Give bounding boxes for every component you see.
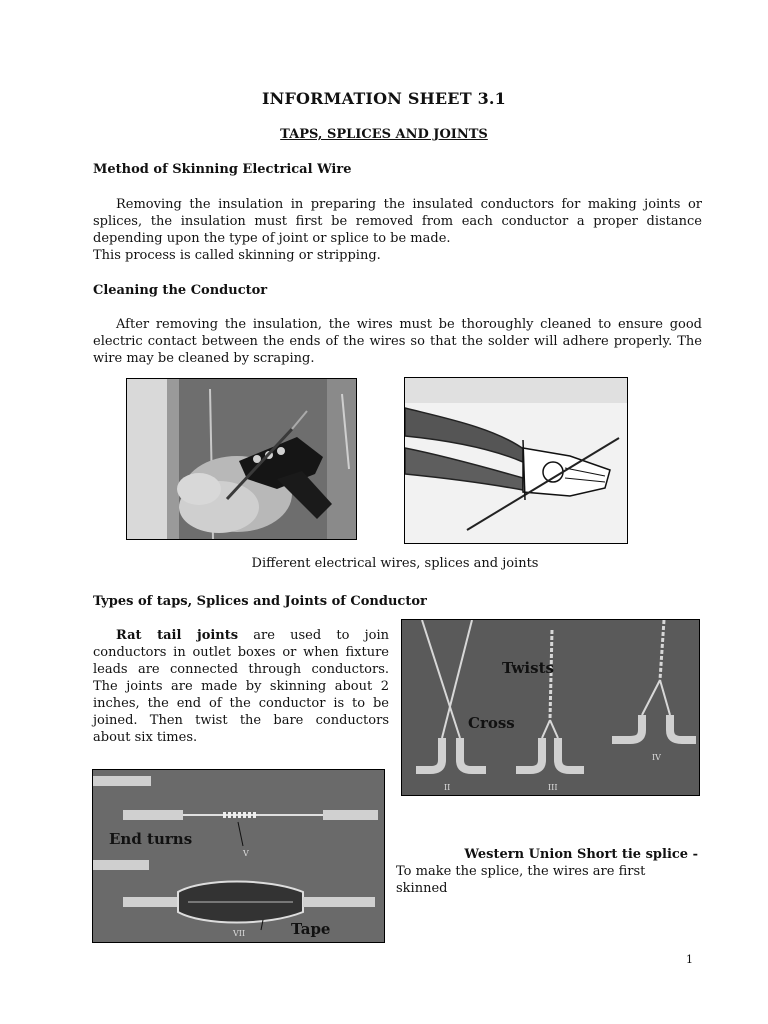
section-heading-types: Types of taps, Splices and Joints of Conductor xyxy=(93,594,427,609)
label-tape: Tape xyxy=(291,920,331,938)
page-title: INFORMATION SHEET 3.1 xyxy=(261,89,507,108)
skinning-body-text: Removing the insulation in preparing the insulated conductors for making joints or splices, the insulation must first be removed from each conductor a proper distance depending upon the type of joint or splice to be made. xyxy=(93,197,702,246)
page-subtitle: TAPS, SPLICES AND JOINTS xyxy=(280,127,488,142)
western-union-description: To make the splice, the wires are first skinned xyxy=(396,864,646,896)
western-union-splice-figure xyxy=(92,769,385,943)
label-cross: Cross xyxy=(468,714,515,732)
label-twists: Twists xyxy=(502,659,554,677)
figures-caption: Different electrical wires, splices and joints xyxy=(251,556,539,571)
page-number: 1 xyxy=(686,953,693,966)
western-union-term: Western Union Short tie splice - xyxy=(464,847,698,862)
cleaning-paragraph xyxy=(93,316,702,367)
skinning-paragraph xyxy=(93,196,702,264)
pliers-drawing-image xyxy=(404,377,628,544)
rat-tail-joint-figure xyxy=(401,619,700,796)
cleaning-body-text: After removing the insulation, the wires must be thoroughly cleaned to ensure good electric contact between the ends of the wires so that the solder will adhere properly. The wire may be cleaned by scraping. xyxy=(93,317,702,366)
label-roman-iii: III xyxy=(548,783,558,792)
label-roman-v: V xyxy=(243,849,249,858)
rat-tail-paragraph xyxy=(93,627,389,746)
skinning-body-text-2: This process is called skinning or stripping. xyxy=(93,248,381,263)
label-roman-ii: II xyxy=(444,783,451,792)
label-end-turns: End turns xyxy=(109,830,193,848)
section-heading-skinning: Method of Skinning Electrical Wire xyxy=(93,162,352,177)
label-roman-iv: IV xyxy=(652,753,661,762)
section-heading-cleaning: Cleaning the Conductor xyxy=(93,283,268,298)
label-roman-vii: VII xyxy=(233,929,246,938)
western-union-paragraph xyxy=(396,846,698,897)
rat-tail-description: are used to join conductors in outlet boxes or when fixture leads are connected through conductors. The joints are made by skinning about 2 inches, the end of the conductor is to be joined. Then twist the bare conductors about six times. xyxy=(93,628,389,745)
wire-stripper-photo xyxy=(126,378,357,540)
rat-tail-term: Rat tail joints xyxy=(116,628,239,643)
